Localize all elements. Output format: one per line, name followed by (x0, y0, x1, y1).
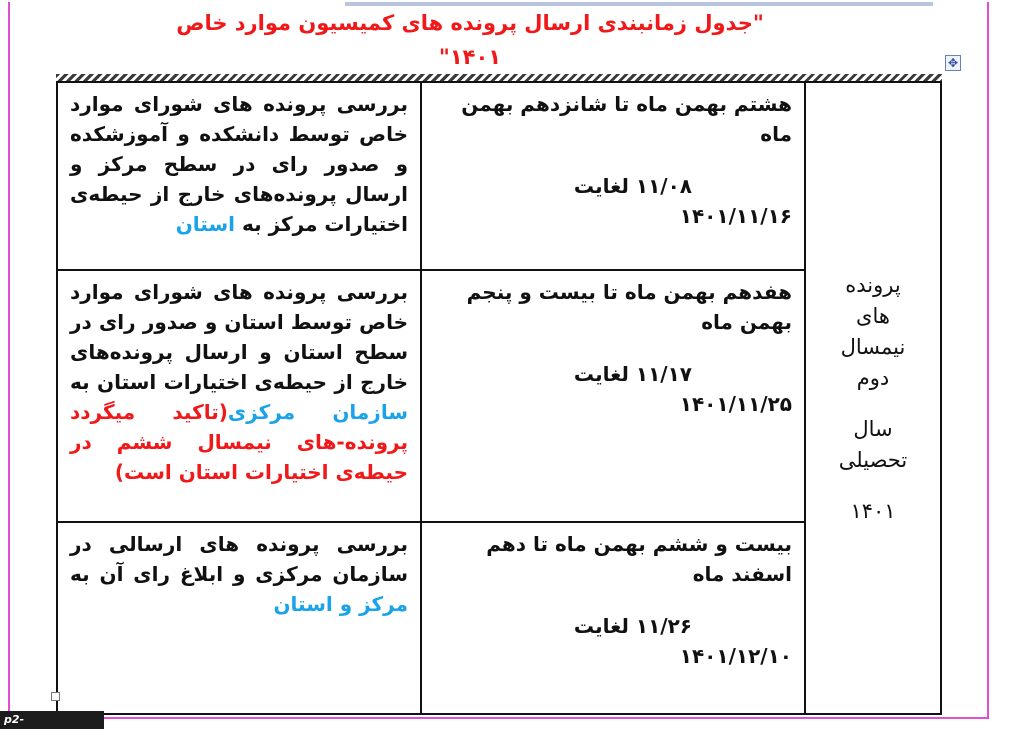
table-resize-handle-icon[interactable] (51, 692, 60, 701)
date-to-text: ۱۴۰۱/۱۱/۱۶ (679, 204, 792, 228)
term-cell (805, 82, 941, 714)
date-to-text: ۱۴۰۱/۱۲/۱۰ (679, 644, 792, 668)
description-cell (57, 270, 421, 522)
document-title: "جدول زمانبندی ارسال پرونده های کمیسیون موارد خاص ۱۴۰۱" (176, 11, 764, 69)
date-range-text: هفدهم بهمن ماه تا بیست و پنجم بهمن ماه (466, 280, 792, 334)
term-line: دوم (856, 365, 890, 390)
description-text: بررسی پرونده های شورای موارد خاص توسط دانشکده و آموزشکده و صدور رای در سطح مرکز و ارسال پرونده‌های خارج از حیطه‌ی اختیارات مرکز به (70, 92, 408, 236)
term-line: نیمسال (840, 334, 906, 359)
description-text: بررسی پرونده های ارسالی در سازمان مرکزی و ابلاغ رای آن به (70, 532, 408, 586)
description-cell (57, 522, 421, 714)
term-line: های (856, 303, 890, 328)
table-move-handle-icon[interactable]: ✥ (945, 55, 961, 71)
description-warning: (تاکید میگردد پرونده-های نیمسال ششم در حیطه‌ی اختیارات استان است) (70, 400, 408, 484)
date-to-text: ۱۴۰۱/۱۱/۲۵ (679, 392, 792, 416)
term-year: ۱۴۰۱ (850, 498, 896, 523)
date-cell (421, 270, 805, 522)
date-cell (421, 82, 805, 270)
description-cell (57, 82, 421, 270)
description-highlight: سازمان مرکزی (227, 400, 408, 424)
description-highlight: مرکز و استان (273, 592, 408, 616)
date-cell (421, 522, 805, 714)
term-line: سال (853, 416, 893, 441)
description-highlight: استان (175, 212, 235, 236)
table-selection-border (56, 74, 942, 81)
description-text: بررسی پرونده های شورای موارد خاص توسط استان و صدور رای در سطح استان و ارسال پرونده‌های خارج از حیطه‌ی اختیارات استان به (70, 280, 408, 394)
date-range-text: هشتم بهمن ماه تا شانزدهم بهمن ماه (461, 92, 792, 146)
table-row (57, 82, 941, 270)
site-watermark: p2-tabriz.tvu.ac.ir (0, 711, 104, 729)
date-from-text: ۱۱/۱۷ لغایت (573, 362, 692, 386)
date-range-text: بیست و ششم بهمن ماه تا دهم اسفند ماه (486, 532, 792, 586)
term-line: پرونده (845, 272, 901, 297)
date-from-text: ۱۱/۰۸ لغایت (573, 174, 692, 198)
date-from-text: ۱۱/۲۶ لغایت (573, 614, 692, 638)
schedule-table-wrapper (56, 74, 942, 689)
schedule-table (56, 81, 942, 715)
term-line: تحصیلی (838, 447, 908, 472)
